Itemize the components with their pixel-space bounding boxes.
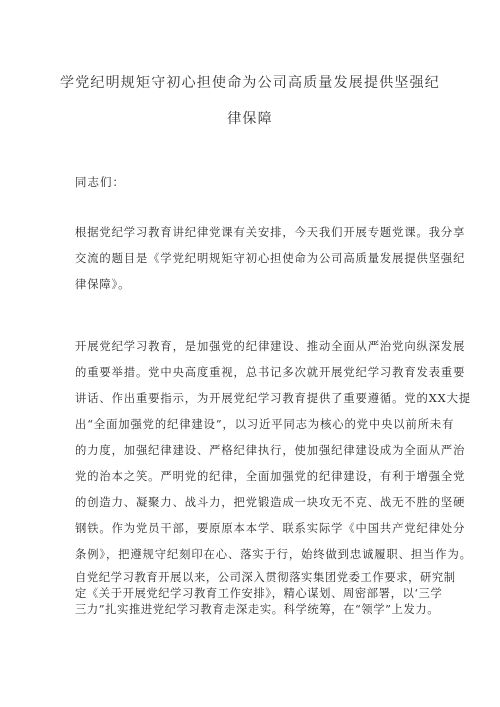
paragraph-line: 的重要举措。党中央高度重视，总书记多次就开展党纪学习教育发表重要 xyxy=(75,366,466,379)
paragraph-1 xyxy=(75,220,466,298)
document-title-line-1: 学党纪明规矩守初心担使命为公司高质量发展提供坚强纪 xyxy=(60,75,440,91)
salutation: 同志们： xyxy=(75,175,125,189)
paragraph-line: 出“全面加强党的纪律建设”，以习近平同志为核心的党中央以前所未有 xyxy=(75,418,455,431)
document-title-line-2: 律保障 xyxy=(227,111,273,127)
paragraph-line: 的力度，加强纪律建设、严格纪律执行，使加强纪律建设成为全面从严治 xyxy=(75,444,466,457)
paragraph-3 xyxy=(75,570,456,618)
paragraph-line: 钢铁。作为党员干部，要原原本本学、联系实际学《中国共产党纪律处分 xyxy=(75,522,466,535)
paragraph-line: 讲话、作出重要指示，为开展党纪学习教育提供了重要遵循。党的XX大提 xyxy=(75,392,471,405)
paragraph-line: 交流的题目是《学党纪明规矩守初心担使命为公司高质量发展提供坚强纪 xyxy=(75,252,466,265)
paragraph-2 xyxy=(75,334,472,568)
paragraph-line: 条例》，把遵规守纪刻印在心、落实于行，始终做到忠诚履职、担当作为。 xyxy=(75,548,472,561)
paragraph-line: 开展党纪学习教育，是加强党的纪律建设、推动全面从严治党向纵深发展 xyxy=(75,340,466,353)
paragraph-line: 的创造力、凝聚力、战斗力，把党锻造成一块攻无不克、战无不胜的坚硬 xyxy=(75,496,466,509)
paragraph-line: 根据党纪学习教育讲纪律党课有关安排，今天我们开展专题党课。我分享 xyxy=(75,226,466,239)
paragraph-line: 自党纪学习教育开展以来，公司深入贯彻落实集团党委工作要求，研究制 xyxy=(75,571,456,584)
paragraph-line: 律保障》。 xyxy=(75,278,131,291)
paragraph-line: 定《关于开展党纪学习教育工作安排》，精心谋划、周密部署，以‘三学 xyxy=(75,587,443,600)
paragraph-line: 三力”扎实推进党纪学习教育走深走实。科学统筹，在“领学”上发力。 xyxy=(75,603,440,616)
paragraph-line: 党的治本之笑。严明党的纪律，全面加强党的纪律建设，有利于增强全党 xyxy=(75,470,466,483)
